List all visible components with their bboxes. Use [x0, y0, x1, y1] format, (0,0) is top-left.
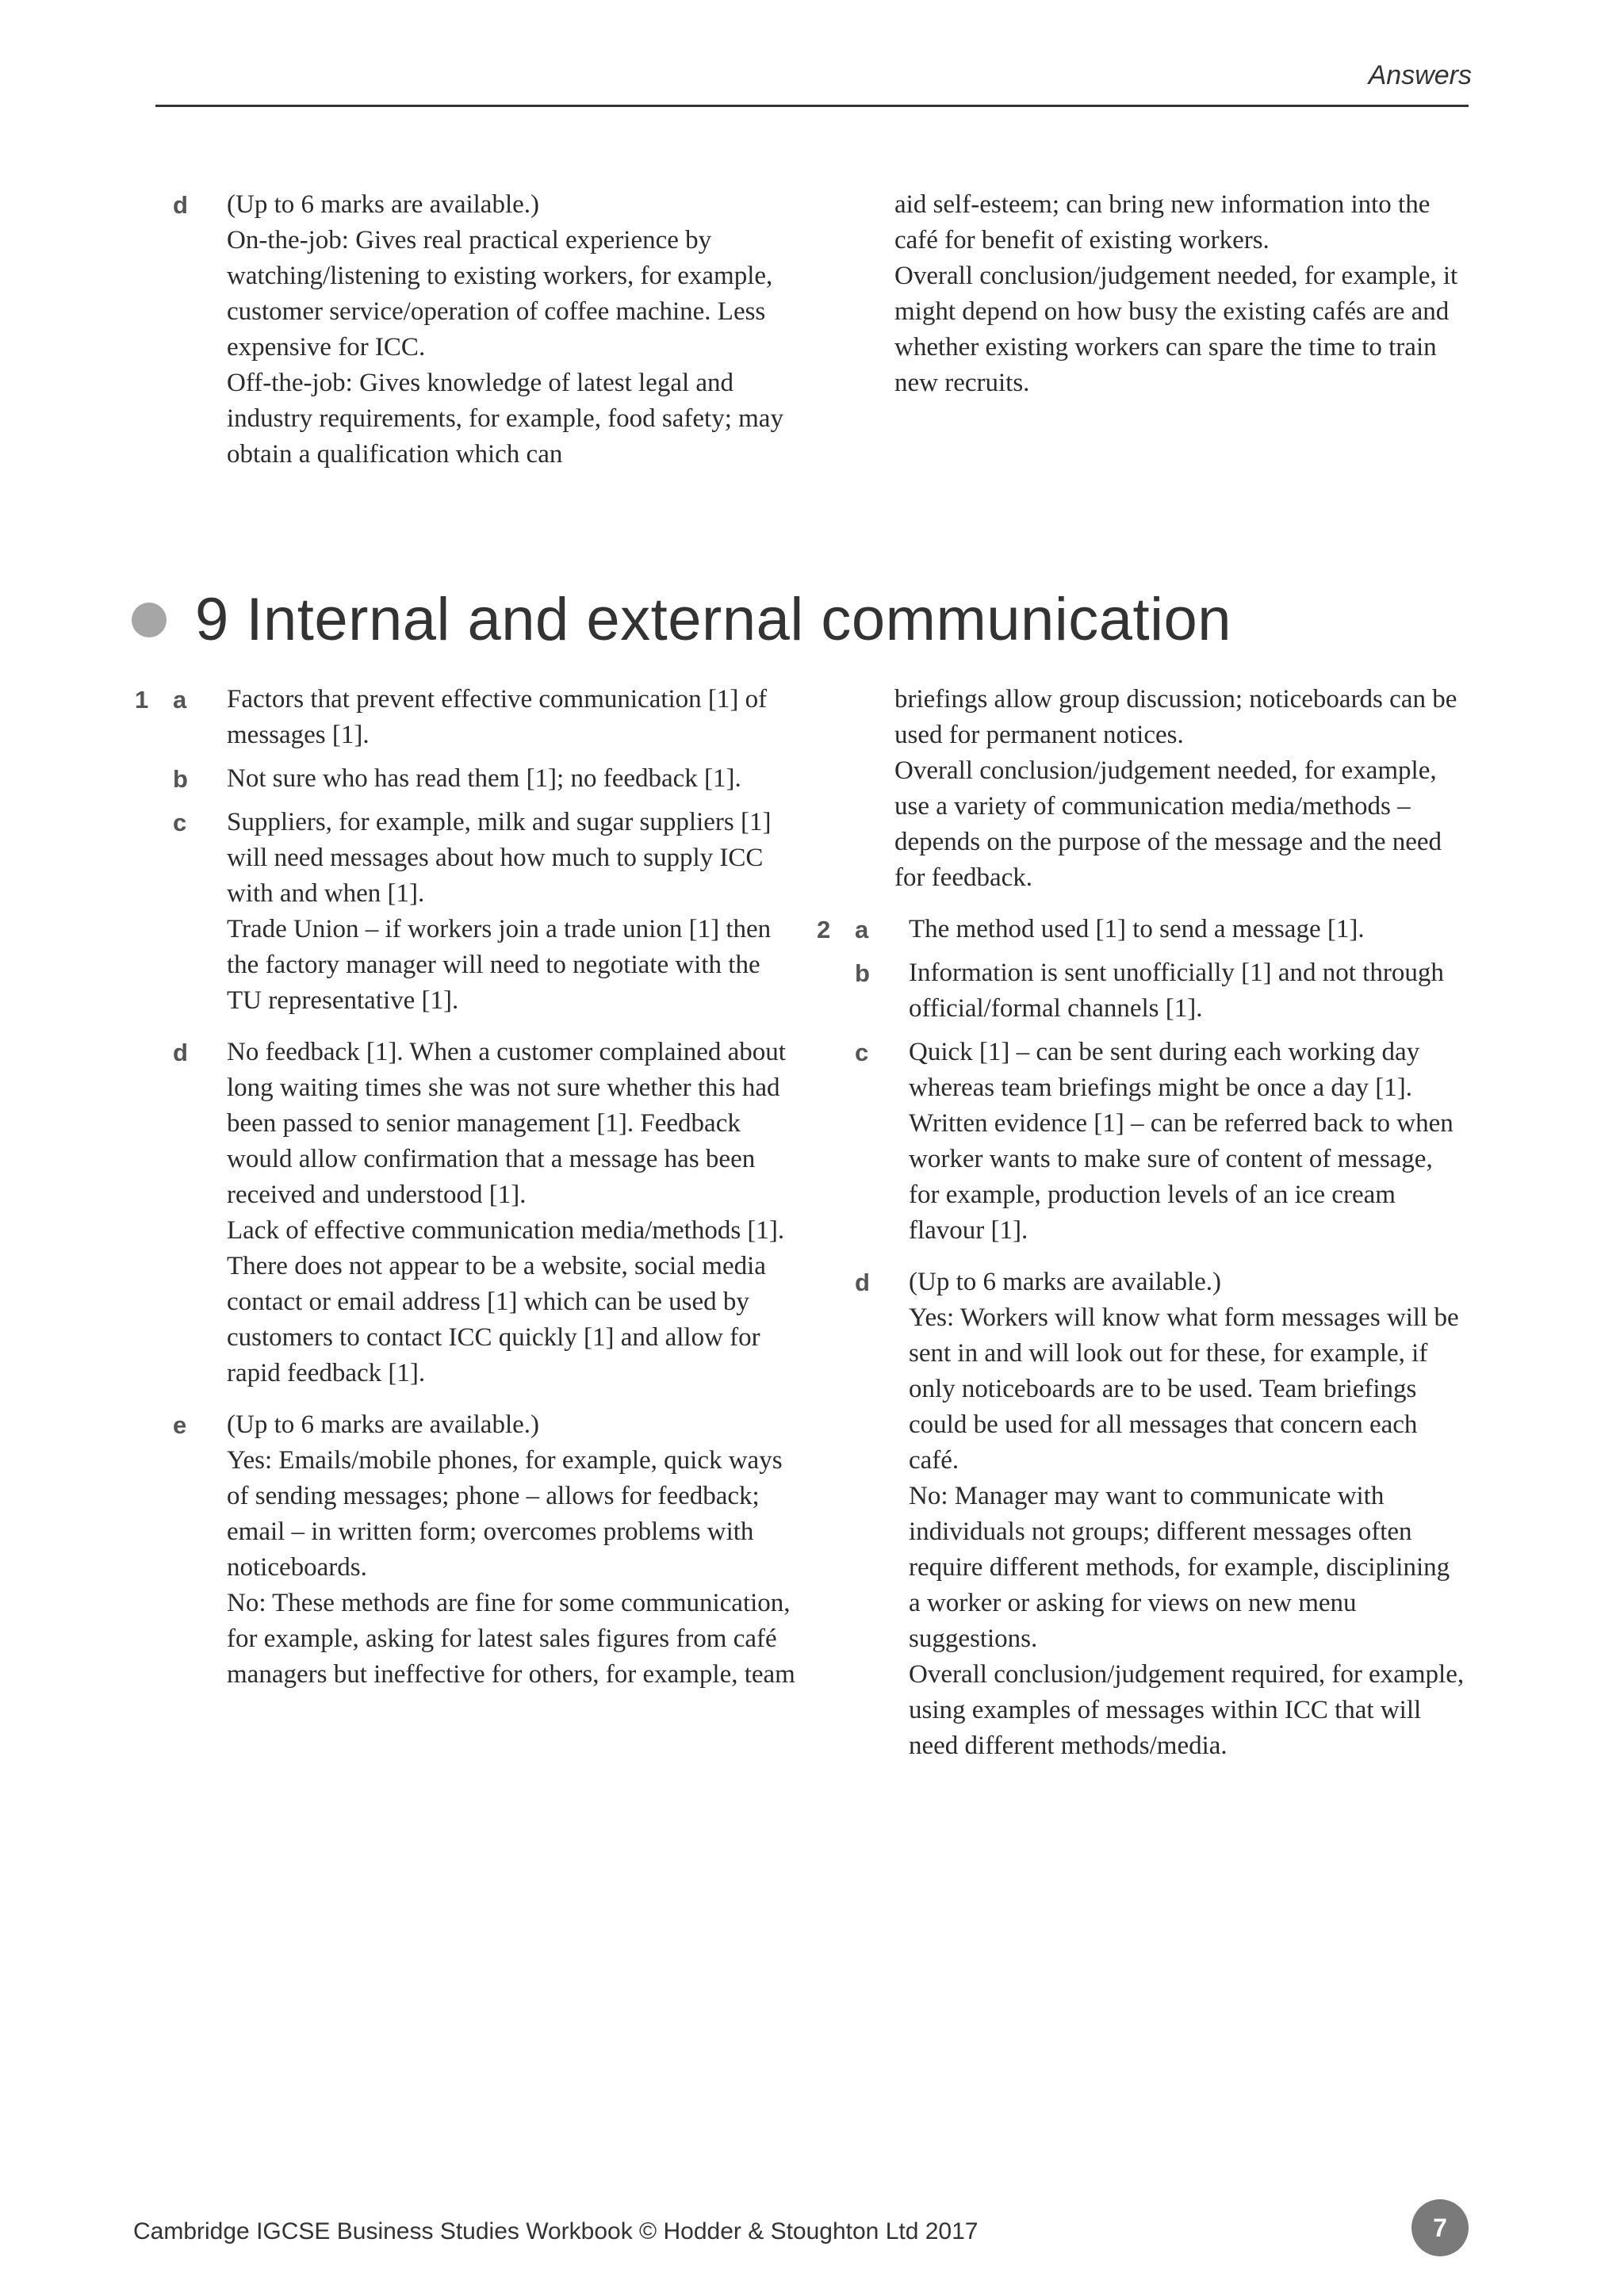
item-marker: a — [855, 916, 869, 943]
answer-paragraph: Trade Union – if workers join a trade union [1] then the factory manager will need to negotiate with the TU representative [1]. — [227, 915, 772, 1015]
section-title: 9 Internal and external communication — [195, 586, 1232, 653]
answer-paragraph: No: These methods are fine for some communication, for example, asking for latest sales figures from café managers but ineffective for others, for example, team — [227, 1589, 795, 1689]
answer-intro: (Up to 6 marks are available.) — [909, 1268, 1222, 1296]
answer-paragraph: Not sure who has read them [1]; no feedback [1]. — [227, 764, 741, 793]
answer-intro: (Up to 6 marks are available.) — [227, 1410, 540, 1439]
answer-paragraph: Yes: Workers will know what form messages will be sent in and will look out for these, for example, if only noticeboards are to be used. Team briefings could be used for all messages that concern each café. — [909, 1303, 1459, 1475]
answer-item-2a — [817, 912, 1465, 947]
answer-item-1a — [135, 682, 799, 753]
running-header: Answers — [1368, 60, 1472, 90]
item-marker: c — [173, 809, 187, 836]
answer-paragraph: On-the-job: Gives real practical experience by watching/listening to existing workers, for example, customer service/operation of coffee machine. Less expensive for ICC. — [227, 226, 773, 362]
answer-item-1b — [173, 761, 799, 797]
section-heading — [132, 585, 1231, 654]
item-marker: e — [173, 1411, 187, 1439]
answer-item-2b — [855, 955, 1465, 1027]
item-marker: d — [855, 1269, 870, 1296]
item-marker: d — [173, 191, 188, 219]
answer-paragraph: Quick [1] – can be sent during each working day whereas team briefings might be once a day [1]. — [909, 1038, 1420, 1102]
answer-item-1d — [173, 1035, 799, 1391]
answer-paragraph: Overall conclusion/judgement needed, for example, use a variety of communication media/methods – depends on the purpose of the message and the need for feedback. — [894, 756, 1442, 892]
answer-paragraph: Off-the-job: Gives knowledge of latest legal and industry requirements, for example, food safety; may obtain a qualification which can — [227, 369, 783, 469]
answer-paragraph: aid self-esteem; can bring new information into the café for benefit of existing workers. — [894, 190, 1431, 254]
header-rule — [155, 105, 1469, 107]
item-marker: a — [173, 686, 187, 714]
answer-item-1c — [173, 805, 799, 1019]
question-number: 1 — [135, 686, 149, 714]
answer-item-1e — [173, 1407, 799, 1693]
item-marker: c — [855, 1039, 869, 1066]
left-column — [135, 682, 799, 1693]
answer-paragraph: Factors that prevent effective communication [1] of messages [1]. — [227, 685, 768, 749]
answer-item-2c — [855, 1035, 1465, 1249]
top-left-column — [173, 187, 799, 473]
page-number-badge: 7 — [1411, 2199, 1469, 2256]
section-bullet-icon — [132, 603, 167, 637]
answer-paragraph: Lack of effective communication media/methods [1]. There does not appear to be a website, social media contact or email address [1] which can be used by customers to contact ICC quickly [1] and allow for rapid feedback [1]. — [227, 1216, 785, 1387]
item-marker: d — [173, 1039, 188, 1066]
footer-copyright: Cambridge IGCSE Business Studies Workbook © Hodder & Stoughton Ltd 2017 — [133, 2218, 979, 2244]
right-column — [817, 682, 1465, 1764]
question-number: 2 — [817, 916, 831, 943]
answer-item-2d — [855, 1265, 1465, 1764]
answer-paragraph: Overall conclusion/judgement needed, for example, it might depend on how busy the existing cafés are and whether existing workers can spare the time to train new recruits. — [894, 262, 1458, 397]
answer-paragraph: Suppliers, for example, milk and sugar suppliers [1] will need messages about how much to supply ICC with and when [1]. — [227, 808, 772, 908]
answer-paragraph: Information is sent unofficially [1] and not through official/formal channels [1]. — [909, 959, 1444, 1023]
answer-paragraph: Yes: Emails/mobile phones, for example, quick ways of sending messages; phone – allows for feedback; email – in written form; overcomes problems with noticeboards. — [227, 1446, 783, 1582]
answer-paragraph: No: Manager may want to communicate with individuals not groups; different messages often require different methods, for example, disciplining a worker or asking for views on new menu suggestions. — [909, 1482, 1450, 1653]
top-right-column — [894, 187, 1465, 401]
answer-paragraph: No feedback [1]. When a customer complained about long waiting times she was not sure whether this had been passed to senior management [1]. Feedback would allow confirmation that a message has been received and understood [1]. — [227, 1038, 786, 1209]
answer-item — [173, 187, 799, 473]
answer-paragraph: Overall conclusion/judgement required, for example, using examples of messages within ICC that will need different methods/media. — [909, 1660, 1465, 1760]
answer-paragraph: Written evidence [1] – can be referred back to when worker wants to make sure of content of message, for example, production levels of an ice cream flavour [1]. — [909, 1109, 1454, 1245]
answer-paragraph: briefings allow group discussion; noticeboards can be used for permanent notices. — [894, 685, 1457, 749]
item-marker: b — [173, 765, 188, 793]
answer-paragraph: The method used [1] to send a message [1]. — [909, 915, 1365, 943]
answer-intro: (Up to 6 marks are available.) — [227, 190, 540, 219]
item-marker: b — [855, 959, 870, 987]
